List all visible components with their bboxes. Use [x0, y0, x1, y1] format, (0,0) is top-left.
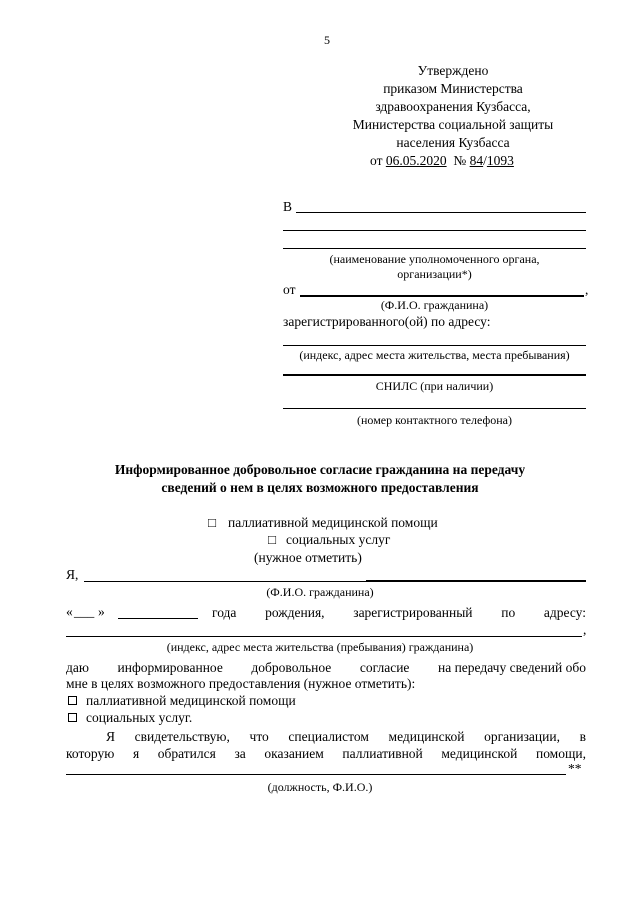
from-prefix: от — [283, 282, 296, 297]
witness-word-15: помощи, — [535, 746, 586, 761]
birth-quote-close: » — [98, 604, 105, 619]
consent-word-5: на передачу сведений обо — [437, 660, 586, 675]
witness-line-2 — [66, 746, 586, 762]
ya-fio-caption: (Ф.И.О. гражданина) — [266, 585, 374, 599]
witness-word-4: специалистом — [288, 729, 369, 744]
check-1-label: паллиативной медицинской помощи — [86, 693, 296, 708]
approval-prefix: от — [370, 153, 383, 168]
birth-word-1: года — [212, 605, 237, 620]
approval-num-1: 84 — [469, 153, 484, 168]
option-1-marker[interactable]: □ — [208, 515, 217, 530]
witness-word-1: Я — [106, 729, 116, 744]
witness-word-14: медицинской — [441, 746, 518, 761]
birth-day-blank[interactable]: ___ — [74, 604, 95, 619]
snils-caption: СНИЛС (при наличии) — [375, 379, 494, 393]
witness-word-5: медицинской — [388, 729, 465, 744]
position-line[interactable] — [66, 774, 566, 775]
approval-num-2: 1093 — [486, 153, 514, 168]
citizen-address-comma: , — [583, 622, 587, 637]
address-line[interactable] — [283, 345, 586, 346]
to-prefix: В — [283, 199, 293, 214]
org-caption-2: организации*) — [397, 267, 472, 281]
witness-word-7: в — [579, 729, 586, 744]
consent-word-3: добровольное — [251, 660, 332, 675]
birth-text — [212, 605, 586, 621]
birth-word-2: рождения, — [265, 605, 325, 620]
approval-date: 06.05.2020 — [385, 153, 447, 168]
witness-word-11: за — [234, 746, 246, 761]
double-star: ** — [568, 761, 582, 776]
consent-word-2: информированное — [117, 660, 223, 675]
consent-word-1: даю — [66, 660, 89, 675]
check-2-box[interactable] — [68, 713, 77, 722]
options-note: (нужное отметить) — [254, 550, 362, 565]
ya-label: Я, — [66, 567, 79, 582]
consent-line-2: мне в целях возможного предоставления (нужное отметить): — [66, 676, 416, 691]
consent-line-1 — [66, 660, 586, 676]
approval-line-1: Утверждено — [417, 63, 489, 78]
witness-word-10: обратился — [157, 746, 216, 761]
citizen-address-caption: (индекс, адрес места жительства (пребывания) гражданина) — [166, 640, 474, 654]
org-caption-1: (наименование уполномоченного органа, — [329, 252, 540, 266]
option-1-label: паллиативной медицинской помощи — [228, 515, 438, 530]
witness-word-9: я — [132, 746, 140, 761]
approval-line-2: приказом Министерства — [383, 81, 523, 96]
doc-title-line-2: сведений о нем в целях возможного предоставления — [161, 480, 479, 495]
page-number: 5 — [324, 33, 330, 47]
witness-word-6: организации, — [484, 729, 560, 744]
from-line[interactable] — [300, 295, 584, 297]
approval-line-3: здравоохранения Кузбасса, — [375, 99, 531, 114]
to-line-1[interactable] — [296, 212, 586, 213]
witness-line-1 — [106, 729, 586, 745]
citizen-address-line[interactable] — [66, 636, 582, 637]
position-caption: (должность, Ф.И.О.) — [267, 780, 373, 794]
check-2-label: социальных услуг. — [86, 710, 193, 725]
from-suffix: , — [585, 282, 589, 297]
approval-line-4: Министерства социальной защиты — [352, 117, 554, 132]
witness-word-3: что — [249, 729, 269, 744]
option-2-label: социальных услуг — [286, 532, 391, 547]
approval-line-5: населения Кузбасса — [396, 135, 510, 150]
phone-line[interactable] — [283, 408, 586, 409]
doc-title-line-1: Информированное добровольное согласие гражданина на передачу — [114, 462, 526, 477]
from-fio-caption: (Ф.И.О. гражданина) — [380, 298, 489, 312]
witness-word-2: свидетельствую, — [134, 729, 230, 744]
witness-word-13: паллиативной — [342, 746, 423, 761]
check-1-box[interactable] — [68, 696, 77, 705]
registered-label: зарегистрированного(ой) по адресу: — [283, 314, 491, 329]
birth-word-3: зарегистрированный — [353, 605, 473, 620]
address-caption: (индекс, адрес места жительства, места пребывания) — [299, 348, 570, 362]
ya-fio-line-bold — [366, 580, 586, 582]
approval-num-sign: № — [453, 153, 467, 168]
approval-order — [370, 154, 514, 168]
consent-word-4: согласие — [359, 660, 410, 675]
birth-word-4: по — [501, 605, 516, 620]
phone-caption: (номер контактного телефона) — [357, 413, 512, 427]
approval-num-sep: / — [483, 153, 487, 168]
witness-word-8: которую — [66, 746, 115, 761]
to-line-2[interactable] — [283, 230, 586, 231]
to-line-3[interactable] — [283, 248, 586, 249]
option-2-marker[interactable]: □ — [268, 532, 277, 547]
snils-line[interactable] — [283, 374, 586, 376]
birth-quote-open: « — [66, 604, 73, 619]
birth-month-line[interactable] — [118, 618, 198, 619]
witness-word-12: оказанием — [264, 746, 324, 761]
birth-word-5: адресу: — [543, 605, 586, 620]
